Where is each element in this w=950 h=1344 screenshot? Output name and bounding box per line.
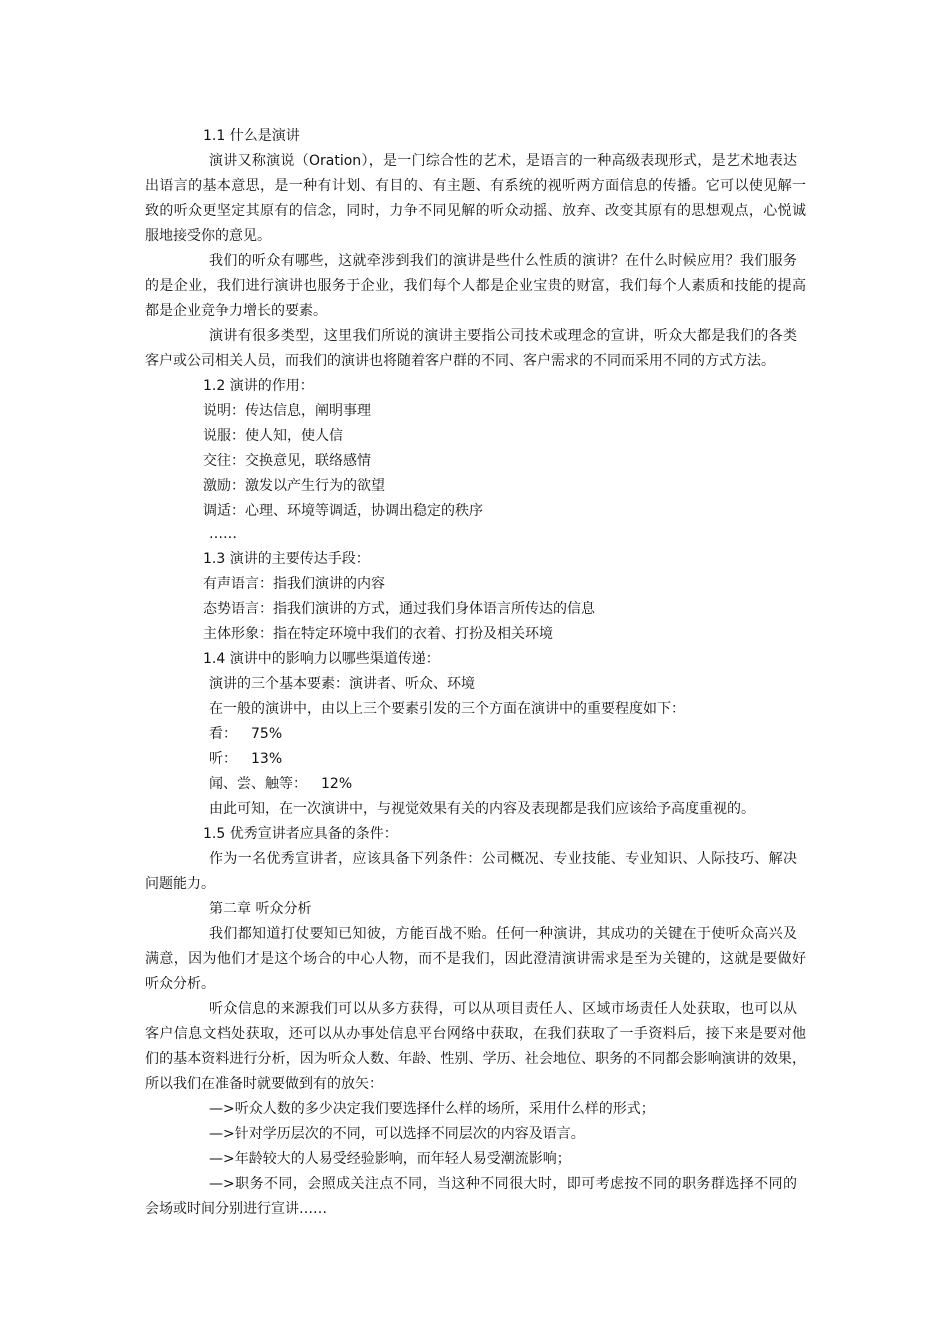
section-heading-1-5: 1.5 优秀宣讲者应具备的条件： (203, 826, 398, 842)
list-item: 交往：交换意见，联络感情 (203, 453, 371, 469)
paragraph-line: 在一般的演讲中，由以上三个要素引发的三个方面在演讲中的重要程度如下： (209, 701, 685, 717)
paragraph-line: 由此可知，在一次演讲中，与视觉效果有关的内容及表现都是我们应该给予高度重视的。 (209, 801, 755, 817)
percentage-row (209, 750, 282, 768)
paragraph-line: 演讲有很多类型，这里我们所说的演讲主要指公司技术或理念的宣讲，听众大都是我们的各类 (209, 328, 797, 344)
paragraph-line: 客户或公司相关人员，而我们的演讲也将随着客户群的不同、客户需求的不同而采用不同的方式方法。 (145, 353, 775, 369)
paragraph-line: 我们都知道打仗要知已知彼，方能百战不贻。任何一种演讲，其成功的关键在于使听众高兴及 (209, 926, 797, 942)
percentage-label: 听： (209, 751, 237, 767)
percentage-row (209, 725, 282, 743)
paragraph-line: 都是企业竞争力增长的要素。 (145, 303, 327, 319)
paragraph-line: 我们的听众有哪些，这就牵涉到我们的演讲是些什么性质的演讲？在什么时候应用？我们服务 (209, 253, 797, 269)
paragraph-line: 听众分析。 (145, 976, 215, 992)
list-item: 调适：心理、环境等调适，协调出稳定的秩序 (203, 503, 483, 519)
paragraph-line: 客户信息文档处获取，还可以从办事处信息平台网络中获取，在我们获取了一手资料后，接下来是要对他 (145, 1026, 806, 1042)
paragraph-line: 服地接受你的意见。 (145, 228, 271, 244)
arrow-list-item: —>职务不同，会照成关注点不同，当这种不同很大时，即可考虑按不同的职务群选择不同的 (209, 1176, 797, 1192)
section-heading-1-2: 1.2 演讲的作用： (203, 378, 314, 394)
paragraph-line: 会场或时间分别进行宣讲…… (145, 1201, 327, 1217)
percentage-label: 闻、尝、触等： (209, 776, 307, 792)
section-heading-1-1: 1.1 什么是演讲 (203, 128, 300, 144)
paragraph-line: 演讲又称演说（Oration），是一门综合性的艺术，是语言的一种高级表现形式，是艺术地表达 (209, 153, 797, 169)
ellipsis-text: …… (209, 526, 237, 542)
paragraph-line: 所以我们在准备时就要做到有的放矢： (145, 1076, 383, 1092)
paragraph-line: 满意，因为他们才是这个场合的中心人物，而不是我们，因此澄清演讲需求是至为关键的，这就是要做好 (145, 951, 806, 967)
paragraph-line: 听众信息的来源我们可以从多方获得，可以从项目责任人、区域市场责任人处获取，也可以从 (209, 1001, 797, 1017)
paragraph-line: 问题能力。 (145, 876, 215, 892)
percentage-label: 看： (209, 726, 237, 742)
arrow-list-item: —>年龄较大的人易受经验影响，而年轻人易受潮流影响； (209, 1151, 571, 1167)
paragraph-line: 的是企业，我们进行演讲也服务于企业，我们每个人都是企业宝贵的财富，我们每个人素质和技能的提高 (145, 278, 806, 294)
section-heading-1-3: 1.3 演讲的主要传达手段： (203, 551, 370, 567)
paragraph-line: 出语言的基本意思，是一种有计划、有目的、有主题、有系统的视听两方面信息的传播。它可以使见解一 (145, 178, 806, 194)
list-item: 态势语言：指我们演讲的方式，通过我们身体语言所传达的信息 (203, 601, 595, 617)
list-item: 激励：激发以产生行为的欲望 (203, 478, 385, 494)
section-heading-1-4: 1.4 演讲中的影响力以哪些渠道传递： (203, 651, 440, 667)
percentage-row (209, 775, 352, 793)
paragraph-line: 致的听众更坚定其原有的信念，同时，力争不同见解的听众动摇、放弃、改变其原有的思想观点，心悦诚 (145, 203, 806, 219)
list-item: 说服：使人知，使人信 (203, 428, 343, 444)
arrow-list-item: —>针对学历层次的不同，可以选择不同层次的内容及语言。 (209, 1126, 585, 1142)
paragraph-line: 作为一名优秀宣讲者，应该具备下列条件：公司概况、专业技能、专业知识、人际技巧、解决 (209, 851, 797, 867)
list-item: 有声语言：指我们演讲的内容 (203, 576, 385, 592)
percentage-value: 75% (251, 726, 283, 742)
paragraph-line: 演讲的三个基本要素：演讲者、听众、环境 (209, 676, 475, 692)
list-item: 说明：传达信息，阐明事理 (203, 403, 371, 419)
paragraph-line: 们的基本资料进行分析，因为听众人数、年龄、性别、学历、社会地位、职务的不同都会影响演讲的效果， (145, 1051, 806, 1067)
chapter-heading: 第二章 听众分析 (209, 901, 312, 917)
percentage-value: 13% (251, 751, 283, 767)
percentage-value: 12% (321, 776, 353, 792)
arrow-list-item: —>听众人数的多少决定我们要选择什么样的场所，采用什么样的形式； (209, 1101, 655, 1117)
list-item: 主体形象：指在特定环境中我们的衣着、打扮及相关环境 (203, 626, 553, 642)
